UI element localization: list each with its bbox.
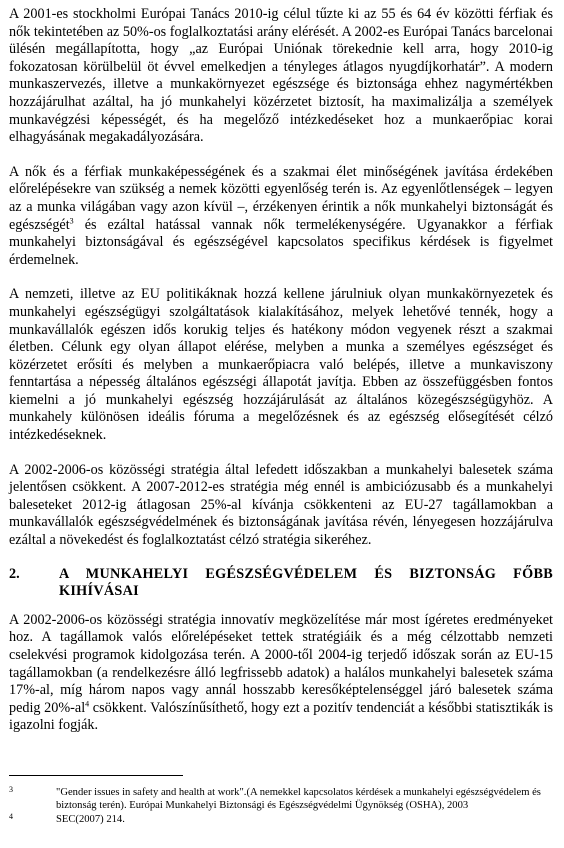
section-number: 2. [9, 565, 20, 582]
paragraph-community-strategy: A 2002-2006-os közösségi stratégia által lefedett időszakban a munkahelyi balesetek száma jelentősen csökkent. A 2007-2012-es stratégia még ennél is ambiciózusabb és a munkahelyi baleseteket 2012-ig átlagosan 25%-al kívánja csökkenteni az EU-27 tagállamokban a munkavállalók egészségvédelmének és biztonságának javítása révén, lényegesen hozzájárulva ezáltal a növekedést és foglalkoztatást célzó stratégia sikeréhez. [9, 461, 553, 549]
document-page [9, 6, 553, 735]
footnote-mark: 3 [9, 785, 13, 794]
paragraph-stockholm-council: A 2001-es stockholmi Európai Tanács 2010-ig célul tűzte ki az 55 és 64 év közötti férfiak és nők tekintetében az 50%-os foglalkoztatási arány elérését. A 2002-es Európai Tanács barcelonai ülésén megállapította, hogy „az Európai Uniónak törekednie kell arra, hogy 2010-ig fokozatosan körülbelül öt évvel emelkedjen a tényleges átlagos nyugdíjkorhatár”. A modern munkaszervezés, illetve a munkakörnyezet egészsége és biztonsága ehhez nagymértékben hozzájárulhat azáltal, ha jó munkahelyi közérzetet biztosít, ha maximalizálja a személyek munkavégzési képességét, és ha megelőző intézkedéseket hoz a munkaerőpiac korai elhagyásának megakadályozására. [9, 6, 553, 146]
footnote-mark: 4 [9, 812, 13, 822]
footnote-4 [9, 813, 553, 826]
paragraph-gender-equality [9, 164, 553, 270]
footnote-text: SEC(2007) 214. [56, 814, 125, 826]
footnote-text: "Gender issues in safety and health at work".(A nemekkel kapcsolatos kérdések a munkahelyi egészségvédelem és biztonság terén). Európai Munkahelyi Biztonsági és Egészségvédelmi Ügynökség (OSHA), 2003 [56, 787, 541, 812]
footnote-ref-4: 4 [85, 699, 90, 709]
footnotes [9, 786, 553, 828]
footnote-divider [9, 775, 183, 776]
paragraph-gender-equality-part1: A nők és a férfiak munkaképességének és a szakmai élet minőségének javítása érdekében előrelépésekre van szükség a nemek közötti egyenlőség terén is. Az egyenlőtlenségek – legyen az a munka világában vagy azon kívül –, érzékenyen érintik a nők munkahelyi biztonságát és egészségét [9, 163, 553, 233]
footnote-3 [9, 786, 553, 812]
section-heading [9, 566, 553, 601]
footnote-ref-3: 3 [69, 215, 74, 225]
paragraph-innovative-approach-part2: csökkent. Valószínűsíthető, hogy ezt a pozitív tendenciát a későbbi statisztikák is igazolni fogják. [9, 699, 553, 734]
paragraph-innovative-approach-part1: A 2002-2006-os közösségi stratégia innovatív megközelítése már most ígéretes eredményeket hoz. A tagállamok valós előrelépéseket tettek stratégiáik és a még célzottabb nemzeti cselekvési programok kidolgozása terén. A 2000-től 2004-ig terjedő időszak során az EU-15 tagállamokban (a rendelkezésre álló legfrissebb adatok) a halálos munkahelyi balesetek száma 17%-al, míg három napos vagy annál hosszabb keresőképtelenséggel járó balesetek száma pedig 20%-al [9, 611, 553, 716]
paragraph-national-eu-policies: A nemzeti, illetve az EU politikáknak hozzá kellene járulniuk olyan munkakörnyezetek és munkahelyi egészségügyi szolgáltatások kialakításához, melyek lehetővé tennék, hogy a munkavállalók egészen idős korukig teljes és hatékony módon vegyenek részt a szakmai életben. Célunk egy olyan állapot elérése, melyben a munka a személyes egészséget és közérzetet erősíti és melyben a munkaerőpiacra való belépés, illetve a munkaviszony fenntartása a népesség általános egészségi állapotát javítja. Ebben az összefüggésben fontos kiemelni a jó munkahelyi egészség hozzájárulását az általános közegészségügyhöz. A munkahely különösen ideális fóruma a megelőzésnek és az egészség elősegítését célzó intézkedéseknek. [9, 286, 553, 444]
section-title: A MUNKAHELYI EGÉSZSÉGVÉDELEM ÉS BIZTONSÁG FŐBB KIHÍVÁSAI [59, 565, 553, 600]
paragraph-innovative-approach [9, 612, 553, 735]
paragraph-gender-equality-part2: és ezáltal hatással vannak nők termelékenységére. Ugyanakkor a férfiak munkahelyi biztonságával és egészségével kapcsolatos specifikus kérdések is figyelmet érdemelnek. [9, 216, 553, 268]
